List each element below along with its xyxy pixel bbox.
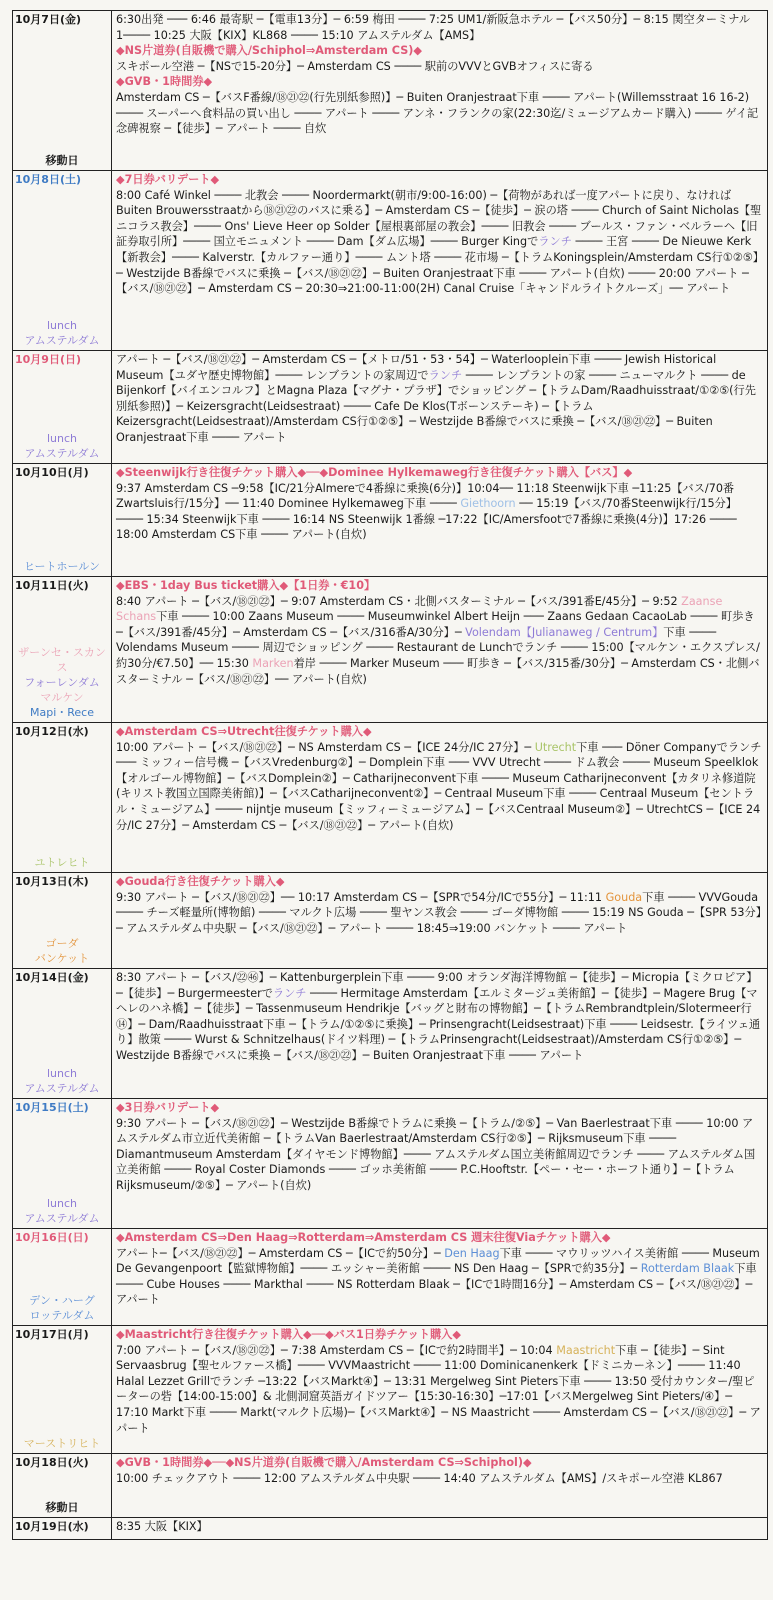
day-destination — [13, 936, 111, 966]
ticket-note: ◆GVB・1時間券◆ — [116, 75, 213, 89]
schedule-text — [116, 188, 763, 297]
place-highlight: Zaanse Schans — [116, 594, 723, 624]
day-destination — [13, 1293, 111, 1323]
schedule-segment: アパート ─【バス/⑱㉑㉒】─ Amsterdam CS ─【メトロ/51・53・54】─ Waterlooplein下車 ──── Jewish Historical Museum【ユダヤ歴史博物館】──── レンブラントの家周辺で — [116, 353, 717, 382]
place-highlight: ランチ — [538, 235, 572, 249]
date-cell — [13, 171, 112, 351]
destination-label: ゴーダ — [45, 937, 79, 950]
schedule-cell — [112, 873, 768, 969]
day-row — [13, 464, 768, 577]
ticket-note: ◆3日券バリデート◆ — [116, 1101, 220, 1114]
itinerary-rows — [13, 11, 768, 1540]
day-row — [13, 351, 768, 464]
schedule-segment: 10:00 チェックアウト ──── 12:00 アムステルダム中央駅 ──── 14:40 アムステルダム【AMS】/スキポール空港 KL867 — [116, 1471, 723, 1485]
schedule-cell — [112, 351, 768, 464]
day-row — [13, 171, 768, 351]
schedule-cell — [112, 1229, 768, 1326]
schedule-text — [116, 352, 763, 446]
ticket-note: ◆Maastricht行き往復チケット購入◆──◆バス1日券チケット購入◆ — [116, 1328, 461, 1341]
destination-label: Mapi・Rece — [29, 706, 94, 719]
date-cell — [13, 1099, 112, 1229]
destination-label: 移動日 — [45, 1501, 79, 1514]
schedule-text — [116, 1116, 763, 1194]
place-highlight: Giethoorn — [460, 497, 516, 511]
place-highlight: Maastricht — [556, 1343, 616, 1357]
schedule-segment: 着岸 ──── Marker Museum ─── 町歩き ─【バス/315番/30分】─ Amsterdam CS・北側バスターミナル ─【バス/⑱㉑㉒】── アパート(自炊) — [116, 656, 760, 686]
schedule-segment: アパート─【バス/⑱㉑㉒】─ Amsterdam CS ─【ICで約50分】─ — [116, 1246, 445, 1260]
schedule-segment: 下車 ──── マウリッツハイス美術館 ──── Museum De Gevangenpoort【監獄博物館】──── エッシャー美術館 ──── NS Den Haag ─【SPRで約35分】─ — [116, 1246, 760, 1276]
day-date: 10月17日(月) — [15, 1328, 89, 1341]
schedule-cell — [112, 577, 768, 723]
schedule-segment: 6:30出発 ─── 6:46 最寄駅 ─【電車13分】─ 6:59 梅田 ──── 7:25 UM1/新阪急ホテル ─【バス50分】─ 8:15 関空ターミナル1──── 10:25 大阪【KIX】KL868 ──── 15:10 アムステルダム【AMS】 — [116, 13, 751, 42]
place-highlight: Volendam【Julianaweg / Centrum】 — [465, 625, 664, 639]
ticket-note: ◆Amsterdam CS⇒Utrecht往復チケット購入◆ — [116, 725, 372, 738]
day-date: 10月14日(金) — [15, 971, 89, 984]
schedule-segment: ──── レンブラントの家 ──── ニューマルクト ──── de Bijenkorf【バイエンコルフ】とMagna Plaza【マグナ・プラザ】でショッピング ─【トラムDam/Raadhuisstraat/①②⑤(行先別紙参照)】─ Keizersgracht(Leidsestraat) ──── Cafe De Klos(Tボーンステーキ) ─【トラムKeizersgracht(Leidsestraat)/Amsterdam CS行①②⑤】─ Westzijde B番線でバスに乗換 ─【バス/⑱㉑㉒】─ Buiten Oranjestraat下車 ──── アパート — [116, 368, 756, 444]
day-date: 10月10日(月) — [15, 466, 89, 479]
place-highlight: Marken — [252, 656, 294, 670]
day-destination — [13, 559, 111, 574]
schedule-segment: 下車 ─── Döner Companyでランチ ─── ミッフィー信号機 ─【バスVredenburg②】─ Domplein下車 ─── VVV Utrecht ──── ドム教会 ──── Museum Speelklok【オルゴール博物館】─【バスDomplein②】─ Catharijneconvent下車 ──── Museum Catharijneconvent【カタリネ修道院(キリスト教国立国際美術館)】─【バスCatharijneconvent②】─ Centraal Museum下車 ──── Centraal Museum【セントラル・ミュージアム】──── nijntje museum【ミッフィーミュージアム】─【バスCentraal Museum②】─ UtrechtCS ─【ICE 24分/IC 27分】─ Amsterdam CS ─【バス/⑱㉑㉒】─ アパート(自炊) — [116, 740, 762, 832]
place-highlight: ランチ — [272, 986, 307, 1000]
place-highlight: Den Haag — [444, 1246, 500, 1260]
place-highlight: Utrecht — [534, 740, 577, 754]
schedule-text — [116, 1519, 763, 1535]
destination-label: バンケット — [34, 952, 90, 965]
ticket-note: ◆GVB・1時間券◆──◆NS片道券(自販機で購入/Amsterdam CS⇒Schiphol)◆ — [116, 1456, 532, 1469]
date-cell — [13, 11, 112, 171]
schedule-cell — [112, 1518, 768, 1540]
ticket-note: ◆EBS・1day Bus ticket購入◆【1日券・€10】 — [116, 579, 376, 592]
day-date: 10月13日(木) — [15, 875, 89, 888]
destination-label: アムステルダム — [24, 447, 100, 460]
day-destination — [13, 1436, 111, 1451]
day-date: 10月16日(日) — [15, 1231, 89, 1244]
schedule-segment: 8:00 Café Winkel ──── 北教会 ──── Noordermarkt(朝市/9:00-16:00) ─【荷物があれば一度アパートに戻り、なければBuiten Brouwersstraatから⑱㉑㉒のバスに乗る】─ Amsterdam CS ─【徒歩】─ 涙の塔 ──── Church of Saint Nicholas【聖ニコラス教会】──── Ons' Lieve Heer op Solder【屋根裏部屋の教会】──── 旧教会 ──── ブールス・ファン・ベルラーヘ【旧証券取引所】──── 国立モニュメント ──── Dam【ダム広場】──── Burger Kingで — [116, 188, 762, 249]
day-destination — [13, 431, 111, 461]
date-cell — [13, 723, 112, 873]
schedule-segment: Amsterdam CS ─【バスF番線/⑱㉑㉒(行先別紙参照)】─ Buiten Oranjestraat下車 ──── アパート(Willemsstraat 16 16-2) ──── スーパーへ食料品の買い出し ──── アパート ──── アンネ・フランクの家(22:30迄/ミュージアムカード購入) ──── ゲイ記念碑視察 ─【徒歩】─ アパート ──── 自炊 — [116, 90, 759, 136]
date-cell — [13, 351, 112, 464]
day-row — [13, 1518, 768, 1540]
schedule-cell — [112, 1454, 768, 1518]
schedule-cell — [112, 1099, 768, 1229]
schedule-segment: ── 15:19【バス/70番Steenwijk行/15分】──── 15:34 Steenwijk下車 ──── 16:14 NS Steenwijk 1番線 ─17:22【IC/Amersfootで7番線に乗換(4分)】17:26 ──── 18:00 Amsterdam CS下車 ──── アパート(自炊) — [116, 497, 737, 542]
schedule-segment: 7:00 アパート ─【バス/⑱㉑㉒】─ 7:38 Amsterdam CS ─【ICで約2時間半】─ 10:04 — [116, 1343, 557, 1357]
day-date: 10月19日(水) — [15, 1520, 89, 1533]
day-row — [13, 1454, 768, 1518]
destination-label: アムステルダム — [24, 1212, 100, 1225]
ticket-note: ◆Steenwijk行き往復チケット購入◆──◆Dominee Hylkemaweg行き往復チケット購入【バス】◆ — [116, 466, 633, 479]
destination-label: アムステルダム — [24, 1082, 100, 1095]
day-date: 10月9日(日) — [15, 353, 82, 366]
day-date: 10月8日(土) — [15, 173, 82, 186]
schedule-cell — [112, 1326, 768, 1454]
schedule-cell — [112, 11, 768, 171]
day-row — [13, 873, 768, 969]
day-date: 10月7日(金) — [15, 13, 82, 26]
destination-label: lunch — [46, 432, 78, 445]
destination-label: ヒートホールン — [23, 560, 101, 573]
day-date: 10月11日(火) — [15, 579, 89, 592]
schedule-cell — [112, 969, 768, 1099]
destination-label: lunch — [46, 1197, 78, 1210]
destination-label: マーストリヒト — [23, 1437, 101, 1450]
schedule-segment: 8:35 大阪【KIX】 — [116, 1520, 208, 1533]
day-row — [13, 723, 768, 873]
day-destination — [13, 855, 111, 870]
schedule-segment: 9:30 アパート ─【バス/⑱㉑㉒】─ Westzijde B番線でトラムに乗換 ─【トラム/②⑤】─ Van Baerlestraat下車 ──── 10:00 アムステルダム市立近代美術館 ─【トラムVan Baerlestraat/Amsterdam CS行②⑤】─ Rijksmuseum下車 ──── Diamantmuseum Amsterdam【ダイヤモンド博物館】──── アムステルダム国立美術館周辺でランチ ──── アムステルダム国立美術館 ──── Royal Coster Diamonds ──── ゴッホ美術館 ──── P.C.Hooftstr.【ペー・セー・ホーフト通り】─【トラムRijksmuseum/②⑤】─ アパート(自炊) — [116, 1116, 756, 1192]
schedule-segment: 9:30 アパート ─【バス/⑱㉑㉒】── 10:17 Amsterdam CS ─【SPRで54分/ICで55分】─ 11:11 — [116, 890, 606, 904]
schedule-segment: 下車 ──── Cube Houses ──── Markthal ──── NS Rotterdam Blaak ─【ICで1時間16分】─ Amsterdam CS ─【バス/⑱㉑㉒】─ アパート — [116, 1262, 757, 1307]
schedule-segment: 9:37 Amsterdam CS ─9:58【IC/21分Almereで4番線に乗換(6分)】10:04── 11:18 Steenwijk下車 ─11:25【バス/70番Zwartsluis行/15分】── 11:40 Dominee Hylkemaweg下車 ──── — [116, 481, 735, 511]
ticket-note: ◆7日券バリデート◆ — [116, 173, 220, 186]
destination-label: アムステルダム — [24, 334, 100, 347]
date-cell — [13, 1454, 112, 1518]
date-cell — [13, 577, 112, 723]
date-cell — [13, 1326, 112, 1454]
schedule-text — [116, 1471, 763, 1487]
schedule-segment: ──── 王宮 ──── De Nieuwe Kerk【新教会】──── Kalverstr.【カルファー通り】──── ムント塔 ──── 花市場 ─【トラムKoningsplein/Amsterdam CS行①②⑤】─ Westzijde B番線でバスに乗換 ─【バス/⑱㉑㉒】─ Buiten Oranjestraat下車 ──── アパート(自炊) ──── 20:00 アパート ─【バス/⑱㉑㉒】─ Amsterdam CS ─ 20:30⇒21:00-11:00(2H) Canal Cruise「キャンドルライトクルーズ」── アパート — [116, 235, 759, 296]
day-row — [13, 1326, 768, 1454]
schedule-text — [116, 1343, 763, 1437]
itinerary-table — [12, 10, 768, 1540]
destination-label: lunch — [46, 1067, 78, 1080]
schedule-text — [116, 740, 763, 834]
schedule-text — [116, 890, 763, 937]
day-date: 10月12日(水) — [15, 725, 89, 738]
day-date: 10月15日(土) — [15, 1101, 89, 1114]
schedule-segment: 8:30 アパート ─【バス/㉒㊻】─ Kattenburgerplein下車 ──── 9:00 オランダ海洋博物館 ─【徒歩】─ Micropia【ミクロピア】─【徒歩】─ Burgermeesterで — [116, 971, 758, 1000]
schedule-segment: 下車 ─【徒歩】─ Sint Servaasbrug【聖セルファース橋】──── VVVMaastricht ──── 11:00 Dominicanenkerk【ドミニカーネン】──── 11:40 Halal Lezzet Grillでランチ ─13:22【バスMarkt④】─ 13:31 Mergelweg Sint Pieters下車 ──── 13:50 受付カウンター/聖ピーターの砦【14:00-15:00】& 北側洞窟英語ガイドツアー【15:30-16:30】─17:01【バスMergelweg Sint Pieters/④】─ 17:10 Markt下車 ──── Markt(マルクト広場)─【バスMarkt④】─ NS Maastricht ──── Amsterdam CS ─【バス/⑱㉑㉒】─ アパート — [116, 1343, 761, 1435]
schedule-segment: ──── Hermitage Amsterdam【エルミタージュ美術館】─【徒歩】─ Magere Brug【マヘレのハネ橋】─【徒歩】─ Tassenmuseum Hendrikje【バッグと財布の博物館】─【トラムRembrandtplein/Slotermeer行⑭】─ Dam/Raadhuisstraat下車 ─【トラム/①②⑤に乗換】─ Prinsengracht(Leidsestraat)下車 ──── Leidsestr.【ライツェ通り】散策 ──── Wurst & Schnitzelhaus(ドイツ料理) ─【トラムPrinsengracht(Leidsestraat)/Amsterdam CS行①②⑤】─ Westzijde B番線でバスに乗換 ─【バス/⑱㉑㉒】─ Buiten Oranjestraat下車 ──── アパート — [116, 986, 761, 1062]
schedule-text — [116, 970, 763, 1064]
day-destination — [13, 645, 111, 720]
day-destination — [13, 1196, 111, 1226]
schedule-text — [116, 1246, 763, 1308]
day-destination — [13, 153, 111, 168]
day-destination — [13, 1066, 111, 1096]
schedule-text — [116, 481, 763, 543]
schedule-cell — [112, 723, 768, 873]
destination-label: フォーレンダム — [24, 676, 100, 689]
destination-label: 移動日 — [45, 154, 79, 167]
schedule-cell — [112, 171, 768, 351]
schedule-segment: 下車 ──── VVVGouda ──── チーズ軽量所(博物館) ──── マルクト広場 ──── 聖ヤンス教会 ──── ゴーダ博物館 ──── 15:19 NS Gouda ─【SPR 53分】─ アムステルダム中央駅 ─【バス/⑱㉑㉒】─ アパート ──── 18:45⇒19:00 バンケット ──── アパート — [116, 890, 762, 935]
day-row — [13, 11, 768, 171]
schedule-text — [116, 594, 763, 688]
day-row — [13, 1229, 768, 1326]
date-cell — [13, 873, 112, 969]
schedule-segment: 10:00 アパート ─【バス/⑱㉑㉒】─ NS Amsterdam CS ─【ICE 24分/IC 27分】─ — [116, 740, 535, 754]
destination-label: マルケン — [40, 691, 84, 704]
place-highlight: Gouda — [605, 890, 643, 904]
destination-label: デン・ハーグ — [29, 1294, 95, 1307]
destination-label: ロッテルダム — [29, 1309, 95, 1322]
schedule-cell — [112, 464, 768, 577]
date-cell — [13, 1518, 112, 1540]
day-destination — [13, 318, 111, 348]
day-row — [13, 969, 768, 1099]
destination-label: lunch — [46, 319, 78, 332]
ticket-note: ◆NS片道券(自販機で購入/Schiphol⇒Amsterdam CS)◆ — [116, 44, 422, 58]
schedule-segment: 下車 ──── Volendams Museum ──── 周辺でショッピング ──── Restaurant de Lunchでランチ ──── 15:00【マルケン・エクスプレス/約30分/€7.50】── 15:30 — [116, 625, 760, 670]
day-row — [13, 577, 768, 723]
destination-label: ユトレヒト — [34, 856, 90, 869]
schedule-segment: 下車 ──── 10:00 Zaans Museum ──── Museumwinkel Albert Heijn ─── Zaans Gedaan CacaoLab ──── 町歩き ─【バス/391番/45分】─ Amsterdam CS ─【バス/316番A/30分】─ — [116, 610, 755, 639]
schedule-segment: 8:40 アパート ─【バス/⑱㉑㉒】─ 9:07 Amsterdam CS・北側バスターミナル ─【バス/391番E/45分】─ 9:52 — [116, 594, 682, 608]
place-highlight: ランチ — [428, 368, 463, 382]
day-date: 10月18日(火) — [15, 1456, 89, 1469]
date-cell — [13, 969, 112, 1099]
date-cell — [13, 1229, 112, 1326]
place-highlight: Rotterdam Blaak — [640, 1262, 735, 1276]
schedule-segment: スキポール空港 ─【NSで15-20分】─ Amsterdam CS ──── 駅前のVVVとGVBオフィスに寄る — [116, 59, 594, 73]
day-row — [13, 1099, 768, 1229]
day-destination — [13, 1500, 111, 1515]
date-cell — [13, 464, 112, 577]
destination-label: ザーンセ・スカンス — [18, 646, 106, 674]
ticket-note: ◆Gouda行き往復チケット購入◆ — [116, 875, 285, 888]
schedule-text — [116, 90, 763, 137]
ticket-note: ◆Amsterdam CS⇒Den Haag⇒Rotterdam⇒Amsterdam CS 週末往復Viaチケット購入◆ — [116, 1231, 611, 1244]
schedule-text — [116, 12, 763, 43]
schedule-text — [116, 59, 763, 75]
